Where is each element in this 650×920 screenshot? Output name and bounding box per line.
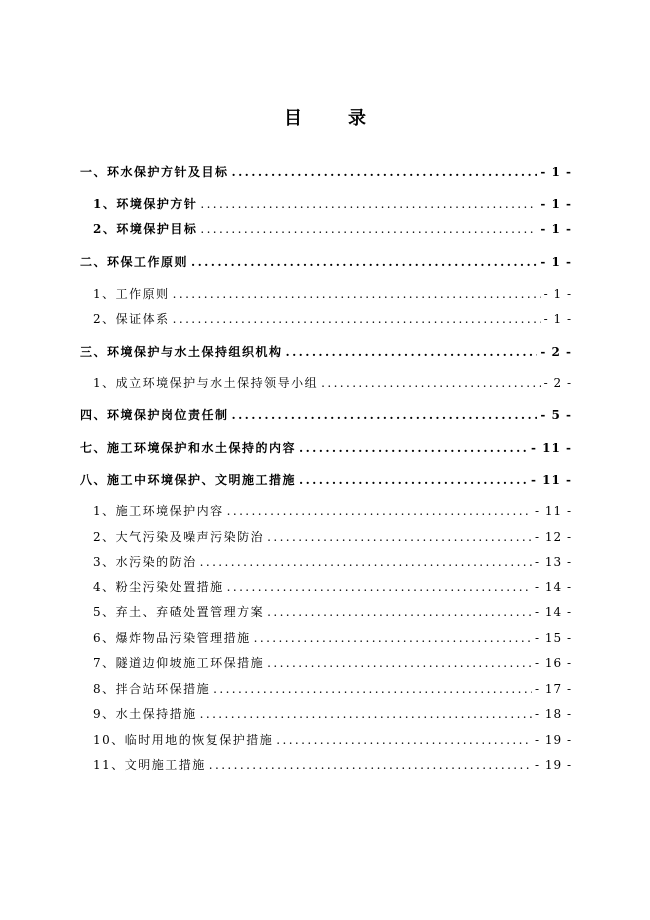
toc-label: 二、环保工作原则 [80,255,189,269]
toc-label: 一、环水保护方针及目标 [80,165,229,179]
toc-entry-section-2[interactable] [80,255,572,269]
dot-leader [200,197,537,211]
page-title [0,104,650,130]
toc-label: 八、施工中环境保护、文明施工措施 [80,473,297,487]
toc-label: 11、文明施工措施 [93,758,206,772]
toc-label: 6、爆炸物品污染管理措施 [93,631,251,645]
toc-entry-3-1[interactable] [93,376,572,390]
toc-entry-2-2[interactable] [93,312,572,326]
toc-page-number: - 2 - [543,376,572,390]
toc-entry-8-8[interactable] [93,682,572,696]
toc-page-number: - 13 - [534,555,572,569]
toc-page-number: - 5 - [540,408,572,422]
dot-leader [227,504,532,518]
toc-entry-section-8[interactable] [80,473,572,487]
toc-page-number: - 12 - [534,530,572,544]
toc-entry-1-2[interactable] [93,222,572,236]
toc-page-number: - 1 - [540,222,572,236]
toc-page-number: - 16 - [534,656,572,670]
dot-leader [232,408,538,422]
toc-entry-section-7[interactable] [80,441,572,455]
toc-entry-8-5[interactable] [93,605,572,619]
toc-page-number: - 1 - [543,312,572,326]
dot-leader [232,165,538,179]
toc-entry-8-1[interactable] [93,504,572,518]
toc-label: 1、工作原则 [93,287,170,301]
dot-leader [286,345,538,359]
toc-entry-section-4[interactable] [80,408,572,422]
toc-label: 2、环境保护目标 [93,222,198,236]
toc-entry-8-10[interactable] [93,733,572,747]
toc-entry-8-2[interactable] [93,530,572,544]
toc-label: 2、大气污染及噪声污染防治 [93,530,265,544]
dot-leader [267,530,532,544]
dot-leader [191,255,537,269]
toc-label: 10、临时用地的恢复保护措施 [93,733,274,747]
title-char-2: 录 [348,108,366,129]
toc-entry-8-4[interactable] [93,580,572,594]
dot-leader [227,580,532,594]
toc-label: 9、水土保持措施 [93,707,197,721]
toc-page-number: - 14 - [534,605,572,619]
toc-page-number: - 11 - [530,473,572,487]
toc-page-number: - 17 - [534,682,572,696]
dot-leader [299,473,528,487]
toc-entry-1-1[interactable] [93,197,572,211]
toc-entry-2-1[interactable] [93,287,572,301]
toc-page-number: - 1 - [540,165,572,179]
toc-page-number: - 14 - [534,580,572,594]
toc-label: 5、弃土、弃碴处置管理方案 [93,605,265,619]
toc-label: 1、环境保护方针 [93,197,198,211]
toc-page-number: - 19 - [534,733,572,747]
toc-label: 七、施工环境保护和水土保持的内容 [80,441,297,455]
toc-entry-8-3[interactable] [93,555,572,569]
toc-page-number: - 2 - [540,345,572,359]
toc-label: 四、环境保护岗位责任制 [80,408,229,422]
dot-leader [267,605,532,619]
toc-page-number: - 19 - [534,758,572,772]
toc-label: 8、拌合站环保措施 [93,682,211,696]
dot-leader [276,733,532,747]
dot-leader [200,222,537,236]
toc-label: 1、成立环境保护与水土保持领导小组 [93,376,319,390]
toc-entry-8-6[interactable] [93,631,572,645]
toc-entry-section-1[interactable] [80,165,572,179]
toc-entry-8-11[interactable] [93,758,572,772]
dot-leader [321,376,540,390]
toc-entry-8-9[interactable] [93,707,572,721]
dot-leader [200,555,532,569]
dot-leader [267,656,532,670]
toc-label: 7、隧道边仰坡施工环保措施 [93,656,265,670]
toc-label: 三、环境保护与水土保持组织机构 [80,345,283,359]
dot-leader [254,631,532,645]
toc-entry-8-7[interactable] [93,656,572,670]
toc-page-number: - 15 - [534,631,572,645]
toc-page-number: - 11 - [530,441,572,455]
toc-label: 3、水污染的防治 [93,555,197,569]
dot-leader [200,707,532,721]
toc-entry-section-3[interactable] [80,345,572,359]
toc-page-number: - 1 - [540,197,572,211]
toc-label: 4、粉尘污染处置措施 [93,580,224,594]
toc-page-number: - 18 - [534,707,572,721]
dot-leader [173,312,541,326]
dot-leader [299,441,528,455]
title-char-1: 目 [284,108,302,129]
toc-page-number: - 1 - [543,287,572,301]
toc-page-number: - 11 - [534,504,572,518]
dot-leader [209,758,532,772]
dot-leader [173,287,541,301]
toc-label: 2、保证体系 [93,312,170,326]
dot-leader [213,682,532,696]
toc-page-number: - 1 - [540,255,572,269]
toc-label: 1、施工环境保护内容 [93,504,224,518]
